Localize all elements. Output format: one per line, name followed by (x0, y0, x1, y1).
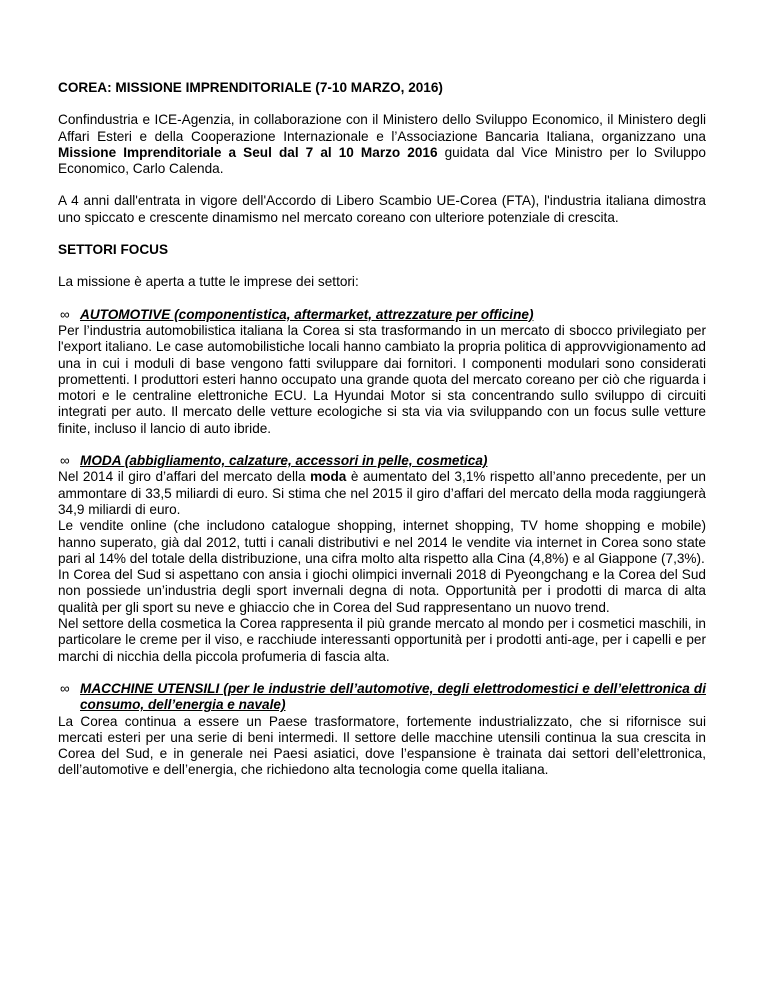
sectors-intro: La missione è aperta a tutte le imprese dei settori: (58, 274, 359, 290)
macchine-body: La Corea continua a essere un Paese trasformatore, fortemente industrializzato, che si rifornisce sui mercati esteri per una serie di beni intermedi. Il settore delle macchine utensili continua la sua crescita in Corea del Sud, e in generale nei Paesi asiatici, dove l’espansione è trainata dai settori dell’elettronica, dell’automotive e dell’energia, che richiedono alta tecnologia come quella italiana. (58, 713, 706, 778)
intro-paragraph (58, 112, 706, 177)
moda-heading (58, 453, 706, 469)
moda-paragraph-4: Nel settore della cosmetica la Corea rappresenta il più grande mercato al mondo per i cosmetici maschili, in particolare le creme per il viso, e racchiude interessanti opportunità per i prodotti anti-age, per i capelli e per marchi di nicchia della piccola profumeria di fascia alta. (58, 616, 706, 664)
document-title: COREA: MISSIONE IMPRENDITORIALE (7-10 MARZO, 2016) (58, 80, 443, 95)
sector-macchine-utensili (58, 681, 706, 779)
moda-p1-highlight: moda (310, 469, 347, 485)
sectors-heading: SETTORI FOCUS (58, 242, 169, 258)
bullet-icon: ∞ (60, 306, 70, 322)
macchine-heading-text: MACCHINE UTENSILI (per le industrie dell’automotive, degli elettrodomestici e dell’elettronica di consumo, dell’energia e navale) (80, 680, 706, 713)
automotive-heading (58, 307, 706, 323)
moda-paragraph-3: In Corea del Sud si aspettano con ansia i giochi olimpici invernali 2018 di Pyeongchang e la Corea del Sud non possiede un’industria degli sport invernali degna di nota. Opportunità per i prodotti di marca di alta qualità per gli sport su neve e ghiaccio che in Corea del Sud rappresentano un nuovo trend. (58, 567, 706, 615)
bullet-icon: ∞ (60, 680, 70, 696)
bullet-icon: ∞ (60, 453, 70, 469)
moda-heading-text: MODA (abbigliamento, calzature, accessori in pelle, cosmetica) (80, 453, 488, 469)
intro-highlight: Missione Imprenditoriale a Seul dal 7 al 10 Marzo 2016 (58, 144, 438, 160)
macchine-heading (58, 681, 706, 714)
moda-p1-text-end: è aumentato del 3,1% rispetto all’anno precedente, per un ammontare di 33,5 miliardi di euro. Si stima che nel 2015 il giro d’affari del mercato della moda raggiungerà 34,9 miliardi di euro. (58, 469, 706, 517)
moda-paragraph-2: Le vendite online (che includono catalogue shopping, internet shopping, TV home shopping e mobile) hanno superato, già dal 2012, tutti i canali distributivi e nel 2014 le vendite via internet in Corea sono state pari al 14% del totale della distribuzione, una cifra molto alta rispetto alla Cina (4,8%) e al Giappone (7,3%). (58, 518, 706, 566)
automotive-heading-text: AUTOMOTIVE (componentistica, aftermarket, attrezzature per officine) (80, 306, 534, 322)
automotive-body: Per l’industria automobilistica italiana la Corea si sta trasformando in un mercato di sbocco privilegiato per l'export italiano. Le case automobilistiche locali hanno cambiato la propria politica di approvvigionamento ad una in cui i moduli di base vengono fatti sviluppare dai fornitori. I componenti modulari sono considerati promettenti. I produttori esteri hanno occupato una grande quota del mercato coreano per ciò che riguarda i motori e le centraline elettroniche ECU. La Hyundai Motor si sta concentrando sullo sviluppo di circuiti integrati per auto. Il mercato delle vetture ecologiche si sta via via sviluppando con un focus sulle vetture finite, incluso il lancio di auto ibride. (58, 322, 706, 436)
document-page (58, 80, 706, 795)
moda-paragraph-1 (58, 469, 706, 518)
fta-paragraph: A 4 anni dall'entrata in vigore dell'Accordo di Libero Scambio UE-Corea (FTA), l'industria italiana dimostra uno spiccato e crescente dinamismo nel mercato coreano con ulteriore potenziale di crescita. (58, 193, 706, 225)
intro-text-end: guidata dal Vice Ministro per lo Sviluppo Economico, Carlo Calenda. (58, 144, 706, 177)
moda-p1-text: Nel 2014 il giro d’affari del mercato della (58, 469, 311, 485)
sector-moda (58, 453, 706, 665)
sector-automotive (58, 307, 706, 437)
intro-text: Confindustria e ICE-Agenzia, in collaborazione con il Ministero dello Sviluppo Economico, il Ministero degli Affari Esteri e della Cooperazione Internazionale e l’Associazione Bancaria Italiana, organizzano una (58, 112, 706, 144)
